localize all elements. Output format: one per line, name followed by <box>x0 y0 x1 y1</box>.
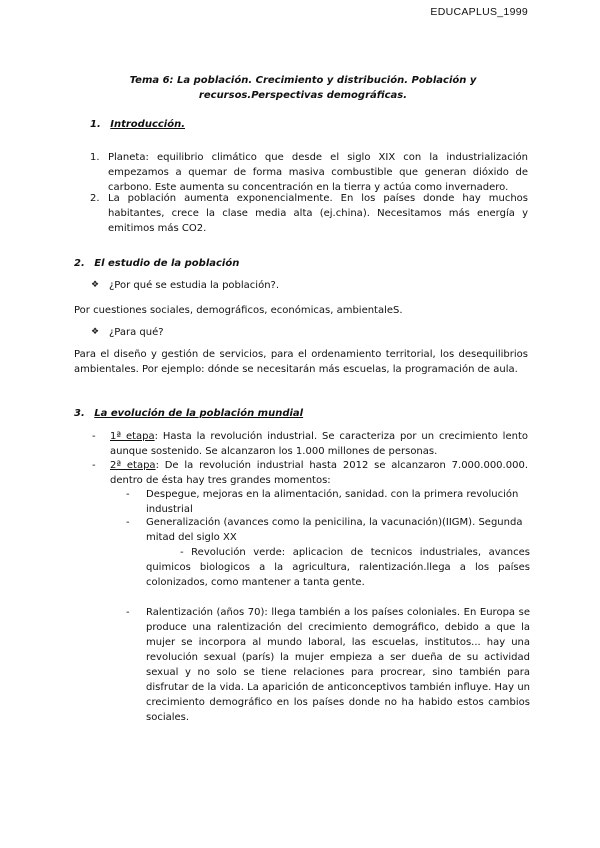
section-3-heading <box>74 408 303 419</box>
question-text: ¿Por qué se estudia la población?. <box>109 280 280 291</box>
section-number: 3. <box>74 408 85 419</box>
moment-subitem: - Revolución verde: aplicacion de tecnicos industriales, avances quimicos biologicos a la agricultura, ralentización.llega a los países colonizados, como mantener a tanta gente. <box>146 547 530 588</box>
document-title: Tema 6: La población. Crecimiento y distribución. Población y recursos.Perspectivas demográficas. <box>129 75 477 101</box>
stage-text: : Hasta la revolución industrial. Se caracteriza por un crecimiento lento aunque sostenido. Se alcanzaron los 1.000 millones de personas. <box>110 431 528 457</box>
section-number: 2. <box>74 258 85 269</box>
section-number: 1. <box>90 119 101 130</box>
list-item: Planeta: equilibrio climático que desde el siglo XIX con la industrialización empezamos a quemar de forma masiva combustible que generan dióxido de carbono. Este aumenta su concentración en la tierra y actúa como invernadero. <box>108 152 528 193</box>
list-marker: 1. <box>90 152 100 163</box>
diamond-bullet-icon: ❖ <box>91 327 100 337</box>
section-title: Introducción. <box>110 119 186 130</box>
list-marker: 2. <box>90 193 100 204</box>
section-2-heading <box>74 258 239 269</box>
dash-marker: - <box>92 431 96 442</box>
dash-marker: - <box>126 517 130 528</box>
section-title: El estudio de la población <box>94 258 240 269</box>
list-item: La población aumenta exponencialmente. En los países donde hay muchos habitantes, crece la clase media alta (ej.china). Necesitamos más energía y emitimos más CO2. <box>108 193 528 234</box>
dash-marker: - <box>92 460 96 471</box>
section-1-heading <box>90 119 185 130</box>
document-id: EDUCAPLUS_1999 <box>430 6 528 18</box>
stage-label: 2ª etapa <box>110 460 156 471</box>
stage-item <box>110 429 528 459</box>
section-title: La evolución de la población mundial <box>94 408 304 419</box>
moment-item: Ralentización (años 70): llega también a los países coloniales. En Europa se produce una ralentización del crecimiento demográfico, debido a que la mujer se incorpora al mundo laboral, las escuelas, institutos... hay una revolución sexual (parís) la mujer empieza a ser dueña de su actividad sexual y no solo se tiene relaciones para procrear, sino también para disfrutar de la vida. La aparición de anticonceptivos también influye. Hay un crecimiento demográfico en los países donde no ha habido estos cambios sociales. <box>146 607 530 723</box>
stage-item <box>110 458 528 488</box>
dash-marker: - <box>126 489 130 500</box>
question-text: ¿Para qué? <box>109 327 164 338</box>
answer-text: Por cuestiones sociales, demográficos, económicas, ambientaleS. <box>74 305 403 316</box>
dash-marker: - <box>126 607 130 618</box>
diamond-bullet-icon: ❖ <box>91 280 100 290</box>
stage-label: 1ª etapa <box>110 431 155 442</box>
stage-text: : De la revolución industrial hasta 2012 se alcanzaron 7.000.000.000. dentro de ésta hay tres grandes momentos: <box>110 460 528 486</box>
moment-item: Despegue, mejoras en la alimentación, sanidad. con la primera revolución industrial <box>146 489 519 515</box>
answer-text: Para el diseño y gestión de servicios, para el ordenamiento territorial, los desequilibrios ambientales. Por ejemplo: dónde se necesitarán más escuelas, la programación de aula. <box>74 349 528 375</box>
moment-item: Generalización (avances como la penicilina, la vacunación)(IIGM). Segunda mitad del siglo XX <box>146 517 523 543</box>
